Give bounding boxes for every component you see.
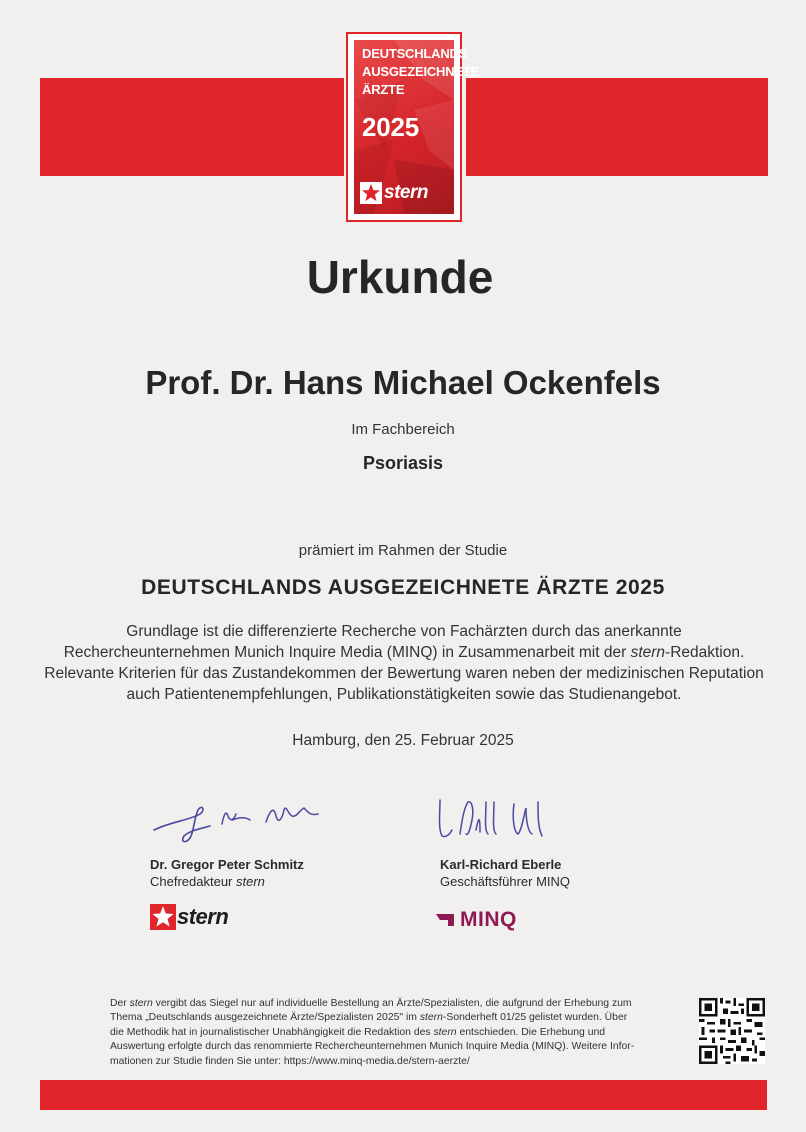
seal-line-3: ÄRZTE xyxy=(362,82,405,97)
qr-code-icon[interactable] xyxy=(699,998,765,1064)
recipient-name: Prof. Dr. Hans Michael Ockenfels xyxy=(145,364,661,401)
minq-logo xyxy=(436,908,517,932)
signature-schmitz xyxy=(150,790,330,850)
signer-role: Geschäftsführer MINQ xyxy=(440,874,571,889)
award-intro: prämiert im Rahmen der Studie xyxy=(298,542,508,559)
field-label: Im Fachbereich xyxy=(351,421,455,438)
certificate-title: Urkunde xyxy=(306,251,494,303)
signer-schmitz xyxy=(150,856,304,890)
seal-line-1: DEUTSCHLANDS xyxy=(362,46,468,61)
footnote-line-4: Auswertung erfolgte durch das renommierte Rechercheunternehmen Munich Inquire Media (MINQ). Weitere Infor- xyxy=(110,1041,635,1053)
date-line: Hamburg, den 25. Februar 2025 xyxy=(292,732,514,749)
footnote-line-1: Der stern vergibt das Siegel nur auf individuelle Bestellung an Ärzte/Spezialisten, die aufgrund der Erhebung zum xyxy=(110,998,632,1009)
stern-wordmark: stern xyxy=(177,904,229,929)
signature-eberle xyxy=(432,790,572,850)
description-line-1: Grundlage ist die differenzierte Recherche von Fachärzten durch das anerkannte xyxy=(126,623,682,640)
seal-brand-text: stern xyxy=(384,182,428,203)
field-value: Psoriasis xyxy=(362,453,444,473)
minq-wordmark: MINQ xyxy=(460,908,517,931)
description-line-3: Relevante Kriterien für das Zustandekommen der Bewertung waren neben der medizinischen Reputation xyxy=(44,665,764,682)
seal-line-2: AUSGEZEICHNETE xyxy=(362,64,480,79)
footnote-line-3: die Methodik hat in journalistischer Unabhängigkeit die Redaktion des stern entschieden. Die Erhebung und xyxy=(110,1026,606,1038)
footnote xyxy=(110,997,690,1069)
signer-role: Chefredakteur stern xyxy=(150,874,265,889)
red-band-top-left xyxy=(40,78,344,176)
stern-logo xyxy=(150,904,228,930)
seal-stern-logo xyxy=(360,182,428,204)
red-band-top-right xyxy=(466,78,768,176)
minq-mark-icon xyxy=(436,912,458,928)
footnote-line-2: Thema „Deutschlands ausgezeichnete Ärzte/Spezialisten 2025" im stern-Sonderheft 01/25 gelistet wurden. Über xyxy=(110,1012,628,1024)
signer-name: Karl-Richard Eberle xyxy=(440,857,562,872)
signer-name: Dr. Gregor Peter Schmitz xyxy=(150,857,304,872)
description-paragraph xyxy=(10,621,798,705)
red-band-bottom xyxy=(40,1080,767,1110)
footnote-line-5: mationen zur Studie finden Sie unter: https://www.minq-media.de/stern-aerzte/ xyxy=(110,1055,470,1067)
seal-background xyxy=(354,40,480,214)
description-line-4: auch Patientenempfehlungen, Publikationstätigkeiten sowie das Studienangebot. xyxy=(126,686,682,703)
stern-star-icon xyxy=(360,182,382,204)
study-name: DEUTSCHLANDS AUSGEZEICHNETE ÄRZTE 2025 xyxy=(141,576,665,599)
stern-star-icon xyxy=(150,904,176,930)
award-seal xyxy=(346,32,480,222)
signer-eberle xyxy=(440,856,570,890)
description-line-2: Rechercheunternehmen Munich Inquire Media (MINQ) in Zusammenarbeit mit der stern-Redaktion. xyxy=(63,644,745,661)
seal-year: 2025 xyxy=(362,112,420,142)
